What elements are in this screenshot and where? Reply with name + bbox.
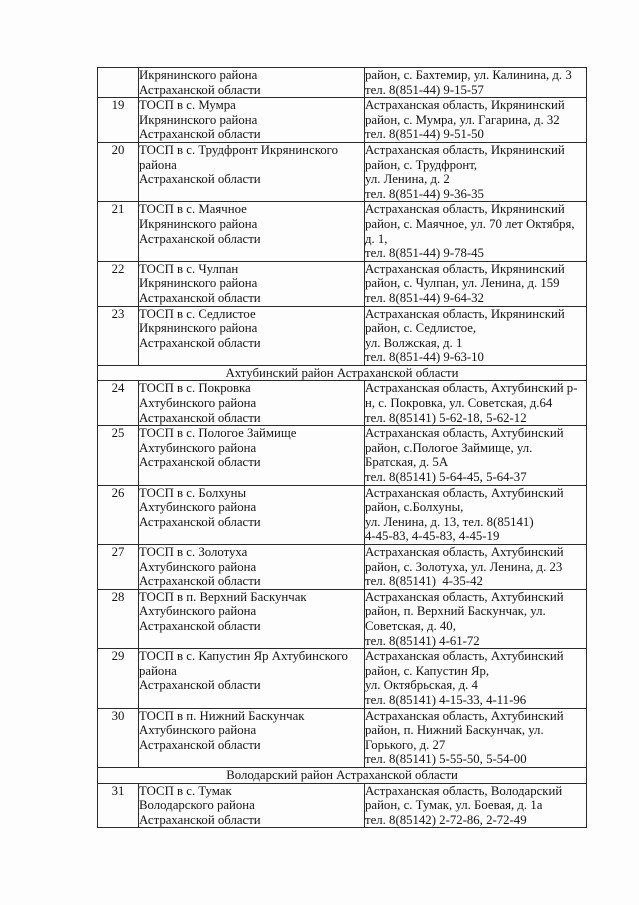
office-address <box>365 68 587 98</box>
office-name-line: ТОСП в с. Тумак <box>139 783 232 798</box>
row-number: 28 <box>98 589 139 648</box>
office-name-line: Володарского района <box>139 798 255 813</box>
office-name-line: Астраханской области <box>139 172 261 187</box>
office-name-line: Астраханской области <box>139 574 261 589</box>
row-number: 27 <box>98 545 139 590</box>
office-address-line: Астраханская область, Ахтубинский <box>365 708 564 723</box>
office-address-line: ул. Ленина, д. 2 <box>365 172 450 187</box>
office-address-line: Советская, д. 40, <box>365 618 456 633</box>
office-name-line: Икрянинского района <box>139 216 258 231</box>
office-address-line: тел. 8(85141) 4-15-33, 4-11-96 <box>365 692 527 707</box>
row-number: 31 <box>98 783 139 828</box>
office-name <box>139 545 365 590</box>
table-row <box>98 426 587 485</box>
row-number: 22 <box>98 261 139 306</box>
office-address-line: Астраханская область, Икрянинский <box>365 261 565 276</box>
table-row <box>98 202 587 261</box>
office-address-line: Астраханская область, Ахтубинский р- <box>365 381 578 396</box>
office-name-line: Икрянинского района <box>139 276 258 291</box>
office-name-line: Астраханской области <box>139 410 261 425</box>
office-address-line: тел. 8(851-44) 9-51-50 <box>365 127 484 142</box>
office-address-line: Астраханская область, Икрянинский <box>365 98 565 113</box>
row-number: 26 <box>98 485 139 544</box>
office-name-line: ТОСП в с. Чулпан <box>139 261 239 276</box>
office-name-line: Астраханской области <box>139 127 261 142</box>
row-number: 20 <box>98 142 139 201</box>
office-address-line: тел. 8(85142) 2-72-86, 2-72-49 <box>365 812 527 827</box>
office-address <box>365 381 587 426</box>
office-address-line: район, с. Трудфронт, <box>365 157 478 172</box>
row-number <box>98 68 139 98</box>
office-address-line: Астраханская область, Володарский <box>365 783 563 798</box>
row-number: 29 <box>98 649 139 708</box>
office-address-line: тел. 8(851-44) 9-78-45 <box>365 246 484 261</box>
office-address-line: район, с. Седлистое, <box>365 321 477 336</box>
section-header-row <box>98 365 587 381</box>
office-name-line: ТОСП в с. Маячное <box>139 202 247 217</box>
office-name <box>139 589 365 648</box>
office-address-line: тел. 8(851-44) 9-36-35 <box>365 186 484 201</box>
table-row <box>98 485 587 544</box>
office-address-line: тел. 8(85141) 5-64-45, 5-64-37 <box>365 470 527 485</box>
office-name <box>139 485 365 544</box>
section-title: Володарский район Астраханской области <box>98 767 587 783</box>
section-title: Ахтубинский район Астраханской области <box>98 365 587 381</box>
office-name-line: ТОСП в с. Пологое Займище <box>139 426 297 441</box>
table-row <box>98 708 587 767</box>
office-address-line: Астраханская область, Ахтубинский <box>365 485 564 500</box>
office-address-line: Астраханская область, Ахтубинский <box>365 589 564 604</box>
office-address <box>365 783 587 828</box>
offices-table <box>97 67 587 828</box>
office-address-line: район, п. Нижний Баскунчак, ул. <box>365 723 544 738</box>
office-address-line: Астраханская область, Ахтубинский <box>365 426 564 441</box>
office-address <box>365 142 587 201</box>
office-address-line: район, с.Болхуны, <box>365 500 464 515</box>
office-address-line: д. 1, <box>365 231 388 246</box>
row-number: 19 <box>98 98 139 143</box>
office-address <box>365 589 587 648</box>
office-address-line: тел. 8(85141) 4-35-42 <box>365 574 483 589</box>
office-name <box>139 98 365 143</box>
office-name-line: района <box>139 663 177 678</box>
office-address-line: Братская, д. 5А <box>365 455 449 470</box>
row-number: 24 <box>98 381 139 426</box>
office-address-line: Горького, д. 27 <box>365 737 446 752</box>
office-name <box>139 649 365 708</box>
office-address <box>365 708 587 767</box>
office-name-line: Ахтубинского района <box>139 604 257 619</box>
office-name-line: Ахтубинского района <box>139 723 257 738</box>
office-address-line: Астраханская область, Ахтубинский <box>365 649 564 664</box>
office-name <box>139 306 365 365</box>
office-address-line: Астраханская область, Икрянинский <box>365 202 565 217</box>
office-address <box>365 261 587 306</box>
office-address-line: Астраханская область, Ахтубинский <box>365 545 564 559</box>
section-header-row <box>98 767 587 783</box>
table-row <box>98 649 587 708</box>
office-name-line: Астраханской области <box>139 335 261 350</box>
office-address-line: район, п. Верхний Баскунчак, ул. <box>365 604 546 619</box>
office-address <box>365 202 587 261</box>
table-row <box>98 783 587 828</box>
office-name-line: Ахтубинского района <box>139 396 257 411</box>
office-address-line: н, с. Покровка, ул. Советская, д.64 <box>365 396 553 411</box>
office-address <box>365 98 587 143</box>
office-address <box>365 485 587 544</box>
office-address <box>365 545 587 590</box>
row-number: 30 <box>98 708 139 767</box>
office-address-line: 4-45-83, 4-45-83, 4-45-19 <box>365 529 500 544</box>
table-row <box>98 142 587 201</box>
table-row <box>98 306 587 365</box>
office-address <box>365 649 587 708</box>
office-name <box>139 202 365 261</box>
office-name-line: Астраханской области <box>139 82 261 97</box>
table-row <box>98 98 587 143</box>
office-address-line: тел. 8(85141) 5-62-18, 5-62-12 <box>365 410 527 425</box>
office-name-line: Астраханской области <box>139 290 261 305</box>
office-address-line: район, с. Мумра, ул. Гагарина, д. 32 <box>365 112 560 127</box>
office-name-line: района <box>139 157 177 172</box>
office-name <box>139 381 365 426</box>
table-row <box>98 68 587 98</box>
table-row <box>98 545 587 590</box>
office-address-line: район, с. Золотуха, ул. Ленина, д. 23 <box>365 559 563 574</box>
office-name-line: ТОСП в с. Мумра <box>139 98 236 113</box>
office-name-line: Астраханской области <box>139 231 261 246</box>
office-name-line: Ахтубинского района <box>139 500 257 515</box>
office-name <box>139 68 365 98</box>
office-address-line: Астраханская область, Икрянинский <box>365 142 565 157</box>
office-name-line: ТОСП в с. Болхуны <box>139 485 247 500</box>
row-number: 23 <box>98 306 139 365</box>
office-address-line: Астраханская область, Икрянинский <box>365 306 565 321</box>
office-address-line: ул. Октябрьская, д. 4 <box>365 678 478 693</box>
office-name-line: Астраханской области <box>139 618 261 633</box>
office-name <box>139 142 365 201</box>
table-row <box>98 261 587 306</box>
office-address-line: тел. 8(85141) 5-55-50, 5-54-00 <box>365 752 527 767</box>
office-address-line: район, с. Тумак, ул. Боевая, д. 1а <box>365 798 543 813</box>
office-name-line: ТОСП в с. Трудфронт Икрянинского <box>139 142 338 157</box>
office-address-line: тел. 8(851-44) 9-64-32 <box>365 290 484 305</box>
office-address <box>365 426 587 485</box>
office-address <box>365 306 587 365</box>
offices-table-body <box>98 68 587 828</box>
office-name-line: Икрянинского района <box>139 112 258 127</box>
office-name-line: Астраханской области <box>139 737 261 752</box>
office-name-line: Ахтубинского района <box>139 440 257 455</box>
table-row <box>98 381 587 426</box>
office-address-line: район, с. Маячное, ул. 70 лет Октября, <box>365 216 575 231</box>
office-name-line: Астраханской области <box>139 455 261 470</box>
row-number: 25 <box>98 426 139 485</box>
office-name-line: ТОСП в с. Золотуха <box>139 545 248 559</box>
office-address-line: тел. 8(85141) 4-61-72 <box>365 633 480 648</box>
office-address-line: район, с.Пологое Займище, ул. <box>365 440 533 455</box>
office-name <box>139 261 365 306</box>
office-name-line: Икрянинского района <box>139 321 258 336</box>
office-name <box>139 426 365 485</box>
office-name <box>139 783 365 828</box>
office-name-line: Икрянинского района <box>139 68 258 82</box>
office-name-line: Астраханской области <box>139 812 261 827</box>
office-address-line: район, с. Капустин Яр, <box>365 663 490 678</box>
office-name <box>139 708 365 767</box>
office-name-line: ТОСП в с. Седлистое <box>139 306 256 321</box>
office-address-line: район, с. Бахтемир, ул. Калинина, д. 3 <box>365 68 572 82</box>
office-name-line: ТОСП в с. Капустин Яр Ахтубинского <box>139 649 348 664</box>
office-name-line: Ахтубинского района <box>139 559 257 574</box>
table-row <box>98 589 587 648</box>
office-address-line: ул. Ленина, д. 13, тел. 8(85141) <box>365 514 534 529</box>
office-address-line: тел. 8(851-44) 9-63-10 <box>365 350 484 365</box>
office-name-line: Астраханской области <box>139 514 261 529</box>
row-number: 21 <box>98 202 139 261</box>
office-name-line: ТОСП в п. Нижний Баскунчак <box>139 708 305 723</box>
office-address-line: ул. Волжская, д. 1 <box>365 335 463 350</box>
office-name-line: ТОСП в п. Верхний Баскунчак <box>139 589 307 604</box>
office-address-line: тел. 8(851-44) 9-15-57 <box>365 82 484 97</box>
office-name-line: ТОСП в с. Покровка <box>139 381 251 396</box>
office-address-line: район, с. Чулпан, ул. Ленина, д. 159 <box>365 276 560 291</box>
office-name-line: Астраханской области <box>139 678 261 693</box>
